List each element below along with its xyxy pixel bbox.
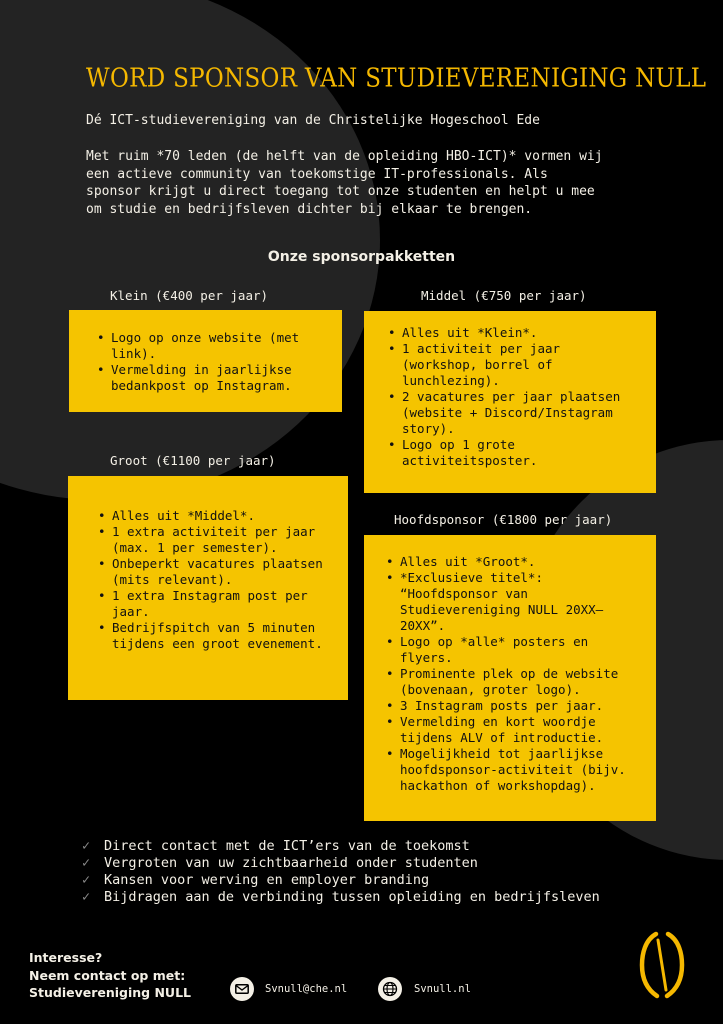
- intro-line: een actieve community van toekomstige IT-professionals. Als: [86, 166, 548, 182]
- list-item: • Alles uit *Klein*.: [388, 325, 538, 340]
- intro-paragraph: [86, 148, 666, 218]
- list-item: • 3 Instagram posts per jaar.: [386, 698, 604, 713]
- list-item: • Onbeperkt vacatures plaatsen (mits relevant).: [98, 556, 323, 587]
- package-label-groot: Groot (€1100 per jaar): [110, 453, 276, 468]
- list-item: • Prominente plek op de website (bovenaan, groter logo).: [386, 666, 619, 697]
- list-item: ✓ Bijdragen aan de verbinding tussen opleiding en bedrijfsleven: [82, 889, 600, 905]
- package-box-groot: [68, 476, 348, 700]
- package-label-middel: Middel (€750 per jaar): [421, 288, 587, 303]
- list-item: • Mogelijkheid tot jaarlijkse hoofdsponsor-activiteit (bijv. hackathon of workshopdag).: [386, 746, 626, 793]
- list-item: • *Exclusieve titel*: “Hoofdsponsor van Studievereniging NULL 20XX–20XX”.: [386, 570, 604, 633]
- list-item: • Logo op *alle* posters en flyers.: [386, 634, 589, 665]
- list-item: • 2 vacatures per jaar plaatsen (website + Discord/Instagram story).: [388, 389, 621, 436]
- null-logo-icon: [639, 930, 685, 1004]
- intro-line: om studie en bedrijfsleven dichter bij elkaar te brengen.: [86, 201, 533, 217]
- check-icon: ✓: [82, 838, 91, 854]
- contact-email[interactable]: Svnull@che.nl: [265, 983, 348, 995]
- contact-block: [29, 949, 191, 1002]
- list-item: ✓ Direct contact met de ICT’ers van de toekomst: [82, 838, 470, 854]
- list-item: • 1 activiteit per jaar (workshop, borrel of lunchlezing).: [388, 341, 561, 388]
- subtitle: Dé ICT-studievereniging van de Christelijke Hogeschool Ede: [86, 113, 540, 128]
- list-item: • Bedrijfspitch van 5 minuten tijdens een groot evenement.: [98, 620, 323, 651]
- list-item: • Vermelding en kort woordje tijdens ALV of introductie.: [386, 714, 604, 745]
- contact-line: Neem contact op met:: [29, 967, 186, 983]
- packages-heading: Onze sponsorpakketten: [267, 249, 456, 265]
- list-item: • Logo op 1 grote activiteitsposter.: [388, 437, 538, 468]
- package-box-hoofdsponsor: [364, 535, 656, 821]
- intro-line: sponsor krijgt u direct toegang tot onze studenten en helpt u mee: [86, 184, 595, 199]
- benefits-list: [82, 838, 600, 906]
- check-icon: ✓: [82, 855, 91, 871]
- list-item: • Alles uit *Groot*.: [386, 554, 536, 569]
- package-label-klein: Klein (€400 per jaar): [110, 288, 269, 303]
- check-icon: ✓: [82, 872, 91, 888]
- list-item: • Logo op onze website (met link).: [97, 330, 300, 361]
- contact-line: Studievereniging NULL: [29, 985, 192, 1000]
- page-title: WORD SPONSOR VAN STUDIEVERENIGING NULL: [86, 64, 707, 94]
- list-item: ✓ Vergroten van uw zichtbaarheid onder studenten: [82, 855, 478, 871]
- package-box-middel: [364, 311, 656, 493]
- list-item: • Vermelding in jaarlijkse bedankpost op Instagram.: [97, 362, 292, 393]
- contact-line: Interesse?: [29, 950, 103, 965]
- mail-icon: [230, 977, 254, 1001]
- list-item: • 1 extra Instagram post per jaar.: [98, 588, 308, 619]
- list-item: ✓ Kansen voor werving en employer branding: [82, 872, 430, 888]
- list-item: • 1 extra activiteit per jaar (max. 1 per semester).: [98, 524, 316, 555]
- package-box-klein: [69, 310, 342, 412]
- globe-icon: [378, 977, 402, 1001]
- contact-website[interactable]: Svnull.nl: [414, 983, 471, 995]
- package-label-hoofdsponsor: Hoofdsponsor (€1800 per jaar): [394, 512, 613, 527]
- list-item: • Alles uit *Middel*.: [98, 508, 255, 523]
- intro-line: Met ruim *70 leden (de helft van de opleiding HBO-ICT)* vormen wij: [86, 149, 603, 164]
- check-icon: ✓: [82, 889, 91, 905]
